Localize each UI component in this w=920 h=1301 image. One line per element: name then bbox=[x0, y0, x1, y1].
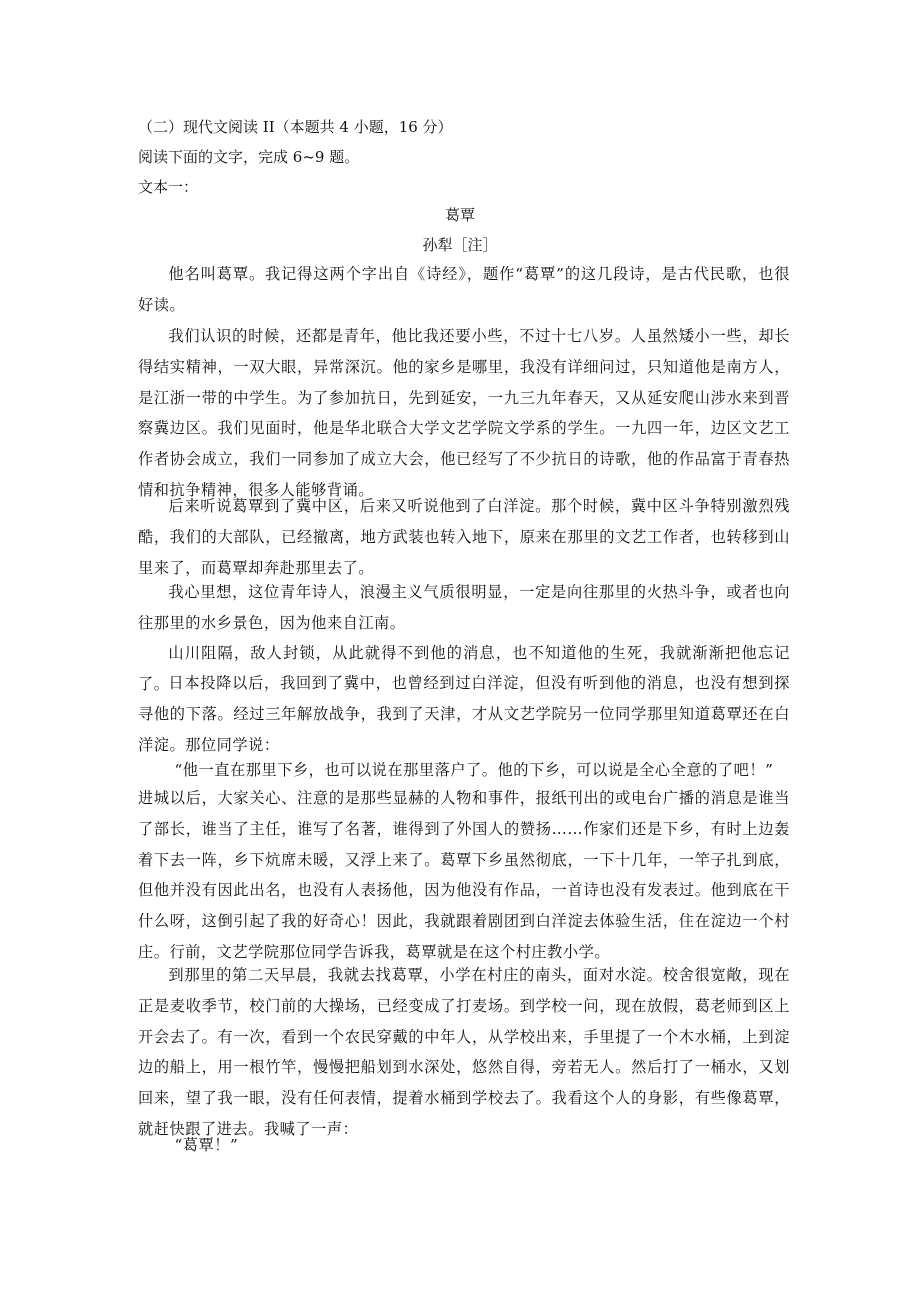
paragraph-2: 我们认识的时候，还都是青年，他比我还要小些，不过十七八岁。人虽然矮小一些，却长得结实精神，一双大眼，异常深沉。他的家乡是哪里，我没有详细问过，只知道他是南方人，是江浙一带的中学生。为了参加抗日，先到延安，一九三九年春天，又从延安爬山涉水来到晋察冀边区。我们见面时，他是华北联合大学文艺学院文学系的学生。一九四一年，边区文艺工作者协会成立，我们一同参加了成立大会，他已经写了不少抗日的诗歌，他的作品富于青春热情和抗争精神，很多人能够背诵。 bbox=[138, 327, 790, 499]
paragraph-5: 山川阻隔，敌人封锁，从此就得不到他的消息，也不知道他的生死，我就渐渐把他忘记了。 bbox=[138, 644, 790, 693]
instruction: 阅读下面的文字，完成 6~9 题。 bbox=[138, 148, 360, 166]
paragraph-4: 我心里想，这位青年诗人，浪漫主义气质很明显，一定是向往那里的火热斗争，或者也向往那里的水乡景色，因为他来自江南。 bbox=[138, 583, 790, 632]
paragraph-9: 到那里的第二天早晨，我就去找葛覃，小学在村庄的南头，面对水淀。校舍很宽敞，现在正是麦收季节，校门前的大操场，已经变成了打麦场。到学校一问，现在放假，葛老师到区上开会去了。有一次，看到一个农民穿戴的中年人，从学校出来，手里提了一个木水桶，上到淀边的船上，用一根竹竿，慢慢把船划到水深处，悠然自得，旁若无人。然后打了一桶水，又划回来，望了我一眼，没有任何表情，提着水桶到学校去了。我看这个人的身影，有些像葛覃，就赶快跟了进去。我喊了一声： bbox=[138, 966, 790, 1138]
article-author: 孙犁［注］ bbox=[422, 236, 498, 254]
paragraph-1: 他名叫葛覃。我记得这两个字出自《诗经》，题作“葛覃”的这几段诗，是古代民歌，也很好读。 bbox=[138, 265, 790, 314]
paragraph-7-quote: “他一直在那里下乡，也可以说在那里落户了。他的下乡，可以说是全心全意的了吧！” bbox=[174, 761, 774, 779]
text-label: 文本一： bbox=[138, 178, 199, 196]
section-title: （二）现代文阅读 II（本题共 4 小题，16 分） bbox=[138, 118, 453, 136]
paragraph-10-quote: “葛覃！” bbox=[174, 1136, 239, 1154]
paragraph-8: 进城以后，大家关心、注意的是那些显赫的人物和事件，报纸刊出的或电台广播的消息是谁当了部长，谁当了主任，谁写了名著，谁得到了外国人的赞扬……作家们还是下乡，有时上边轰着下去一阵，乡下炕席未暖，又浮上来了。葛覃下乡虽然彻底，一下十几年，一竿子扎到底，但他并没有因此出名，也没有人表扬他，因为他没有作品，一首诗也没有发表过。他到底在干什么呀，这倒引起了我的好奇心！因此，我就跟着剧团到白洋淀去体验生活，住在淀边一个村庄。行前，文艺学院那位同学告诉我，葛覃就是在这个村庄教小学。 bbox=[138, 789, 790, 961]
paragraph-6: 日本投降以后，我回到了冀中，也曾经到过白洋淀，但没有听到他的消息，也没有想到探寻他的下落。经过三年解放战争，我到了天津，才从文艺学院另一位同学那里知道葛覃还在白洋淀。那位同学说： bbox=[138, 674, 790, 754]
article-title: 葛覃 bbox=[444, 206, 475, 224]
paragraph-3: 后来听说葛覃到了冀中区，后来又听说他到了白洋淀。那个时候，冀中区斗争特别激烈残酷，我们的大部队，已经撤离，地方武装也转入地下，原来在那里的文艺工作者，也转移到山里来了，而葛覃却奔赴那里去了。 bbox=[138, 497, 790, 577]
